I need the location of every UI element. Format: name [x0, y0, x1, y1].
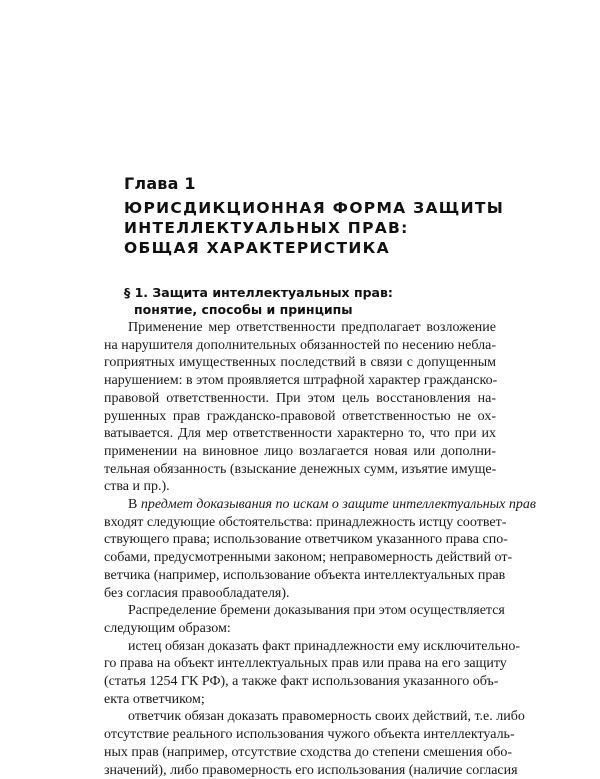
text-line: (статья 1254 ГК РФ), а также факт использования указанного объ- — [104, 674, 499, 690]
chapter-label: Глава 1 — [124, 174, 196, 193]
chapter-title-line: ОБЩАЯ ХАРАКТЕРИСТИКА — [124, 239, 390, 257]
chapter-title-line: ЮРИСДИКЦИОННАЯ ФОРМА ЗАЩИТЫ — [124, 199, 505, 217]
text-line: отсутствие реального использования чужого объекта интеллектуаль- — [104, 727, 515, 743]
chapter-title-line: ИНТЕЛЛЕКТУАЛЬНЫХ ПРАВ: — [124, 219, 409, 237]
text-line: рушенных прав гражданско-правовой ответственностью не ох- — [104, 408, 496, 424]
section-heading — [124, 284, 393, 318]
text-line: ствующего права; использование ответчиком указанного права спо- — [104, 532, 508, 548]
chapter-title — [124, 198, 524, 258]
text-line — [104, 496, 536, 514]
text-line: следующим образом: — [104, 620, 231, 636]
text-line: Применение мер ответственности предполагает возложение — [128, 320, 496, 335]
text-line: на нарушителя дополнительных обязанностей по несению небла- — [104, 337, 496, 353]
text-line: Распределение бремени доказывания при этом осуществляется — [128, 603, 505, 619]
text-line: значений), либо правомерность его использования (наличие согласия — [104, 762, 518, 778]
text-line: ватывается. Для мер ответственности характерно то, что при их — [104, 426, 496, 442]
text-line: тельная обязанность (взыскание денежных сумм, изъятие имуще- — [104, 461, 497, 477]
text-line: ства и пр.). — [104, 479, 170, 495]
text-line: истец обязан доказать факт принадлежности ему исключительно- — [128, 638, 521, 654]
text-line: ветчика (например, использование объекта интеллектуальных прав — [104, 567, 506, 583]
text-line: нарушением: в этом проявляется штрафной характер гражданско- — [104, 373, 498, 389]
text-line: собами, предусмотренными законом; неправомерность действий от- — [104, 550, 513, 566]
text-line: го права на объект интеллектуальных прав или права на его защиту — [104, 656, 507, 672]
text-line: ных прав (например, отсутствие сходства до степени смешения обо- — [104, 744, 513, 760]
section-heading-line-2: понятие, способы и принципы — [134, 302, 353, 317]
text-line: входят следующие обстоятельства: принадлежность истцу соответ- — [104, 514, 507, 530]
body-text — [104, 319, 536, 779]
text-line: ответчик обязан доказать правомерность своих действий, т.е. либо — [128, 709, 525, 725]
text-line: екта ответчиком; — [104, 691, 205, 707]
text-line: без согласия правообладателя). — [104, 585, 290, 601]
text-line: гоприятных имущественных последствий в связи с допущенным — [104, 355, 496, 371]
text-line: применении на виновное лицо возлагается новая или дополни- — [104, 443, 496, 459]
section-heading-line-1: § 1. Защита интеллектуальных прав: — [124, 285, 393, 300]
italic-term: предмет доказывания по искам о защите интеллектуальных прав — [140, 497, 536, 513]
text-line: правовой ответственности. При этом цель восстановления на- — [104, 390, 496, 406]
text-span: В — [128, 497, 141, 513]
